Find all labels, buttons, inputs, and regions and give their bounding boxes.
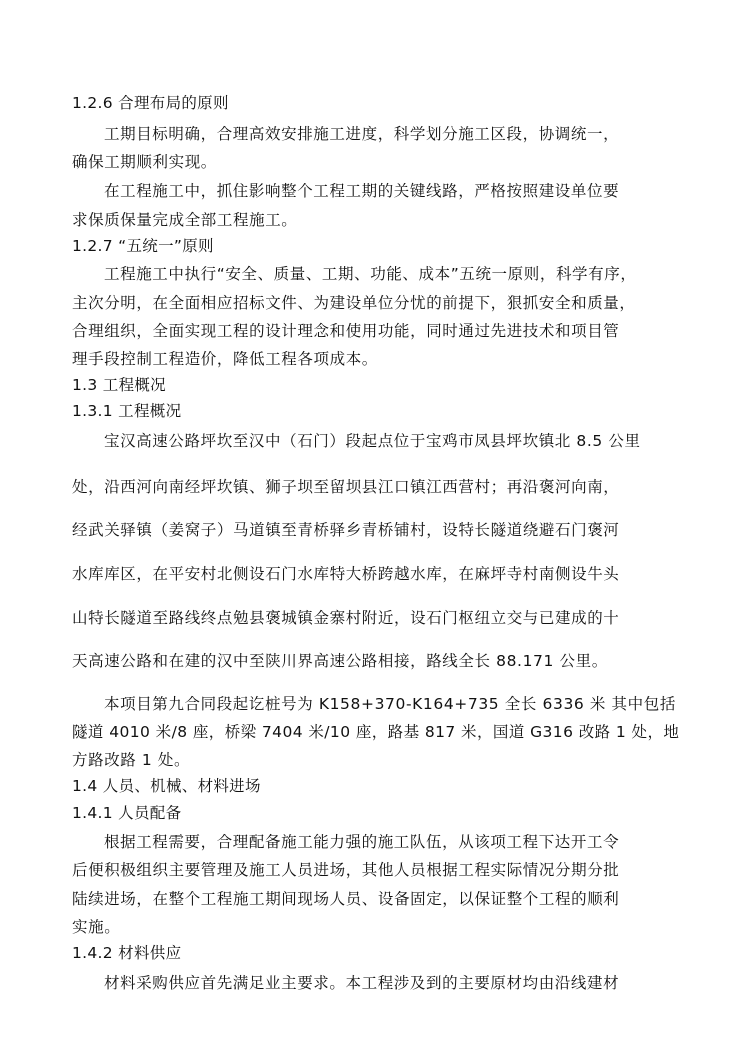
section-heading-1-3: 1.3 工程概况 — [72, 376, 166, 394]
paragraph-line: 后便积极组织主要管理及施工人员进场，其他人员根据工程实际情况分期分批 — [72, 861, 620, 879]
paragraph-line: 理手段控制工程造价，降低工程各项成本。 — [72, 350, 378, 368]
section-heading-1-4: 1.4 人员、机械、材料进场 — [72, 777, 261, 795]
paragraph-line: 主次分明，在全面相应招标文件、为建设单位分忧的前提下，狠抓安全和质量， — [72, 294, 636, 312]
section-heading-1-4-1: 1.4.1 人员配备 — [72, 804, 182, 822]
paragraph-line: 方路改路 1 处。 — [72, 751, 191, 769]
paragraph-line: 合理组织，全面实现工程的设计理念和使用功能，同时通过先进技术和项目管 — [72, 322, 620, 340]
paragraph-line: 实施。 — [72, 918, 121, 936]
paragraph-line: 工期目标明确，合理高效安排施工进度，科学划分施工区段，协调统一， — [104, 125, 620, 143]
paragraph-line: 陆续进场，在整个工程施工期间现场人员、设备固定，以保证整个工程的顺利 — [72, 890, 620, 908]
paragraph-line: 根据工程需要，合理配备施工能力强的施工队伍，从该项工程下达开工令 — [104, 833, 620, 851]
paragraph-line: 工程施工中执行“安全、质量、工期、功能、成本”五统一原则，科学有序， — [104, 265, 637, 283]
paragraph-line: 确保工期顺利实现。 — [72, 153, 217, 171]
paragraph-line: 求保质保量完成全部工程施工。 — [72, 211, 298, 229]
section-heading-1-3-1: 1.3.1 工程概况 — [72, 402, 182, 420]
paragraph-line: 经武关驿镇（姜窝子）马道镇至青桥驿乡青桥铺村，设特长隧道绕避石门褒河 — [72, 521, 620, 539]
section-heading-1-4-2: 1.4.2 材料供应 — [72, 944, 182, 962]
paragraph-line: 本项目第九合同段起讫桩号为 K158+370-K164+735 全长 6336 米 其中包括 — [104, 695, 676, 713]
paragraph-line: 材料采购供应首先满足业主要求。本工程涉及到的主要原材均由沿线建材 — [104, 974, 620, 992]
paragraph-line: 处，沿西河向南经坪坎镇、狮子坝至留坝县江口镇江西营村；再沿褒河向南， — [72, 478, 620, 496]
section-heading-1-2-6: 1.2.6 合理布局的原则 — [72, 94, 229, 112]
paragraph-line: 隧道 4010 米/8 座，桥梁 7404 米/10 座，路基 817 米，国道 G316 改路 1 处，地 — [72, 723, 680, 741]
paragraph-line: 水库库区，在平安村北侧设石门水库特大桥跨越水库，在麻坪寺村南侧设牛头 — [72, 565, 620, 583]
paragraph-line: 在工程施工中，抓住影响整个工程工期的关键线路，严格按照建设单位要 — [104, 182, 620, 200]
paragraph-line: 天高速公路和在建的汉中至陕川界高速公路相接，路线全长 88.171 公里。 — [72, 652, 608, 670]
paragraph-line: 山特长隧道至路线终点勉县褒城镇金寨村附近，设石门枢纽立交与已建成的十 — [72, 609, 620, 627]
section-heading-1-2-7: 1.2.7 “五统一”原则 — [72, 237, 214, 255]
paragraph-line: 宝汉高速公路坪坎至汉中（石门）段起点位于宝鸡市凤县坪坎镇北 8.5 公里 — [104, 432, 641, 450]
